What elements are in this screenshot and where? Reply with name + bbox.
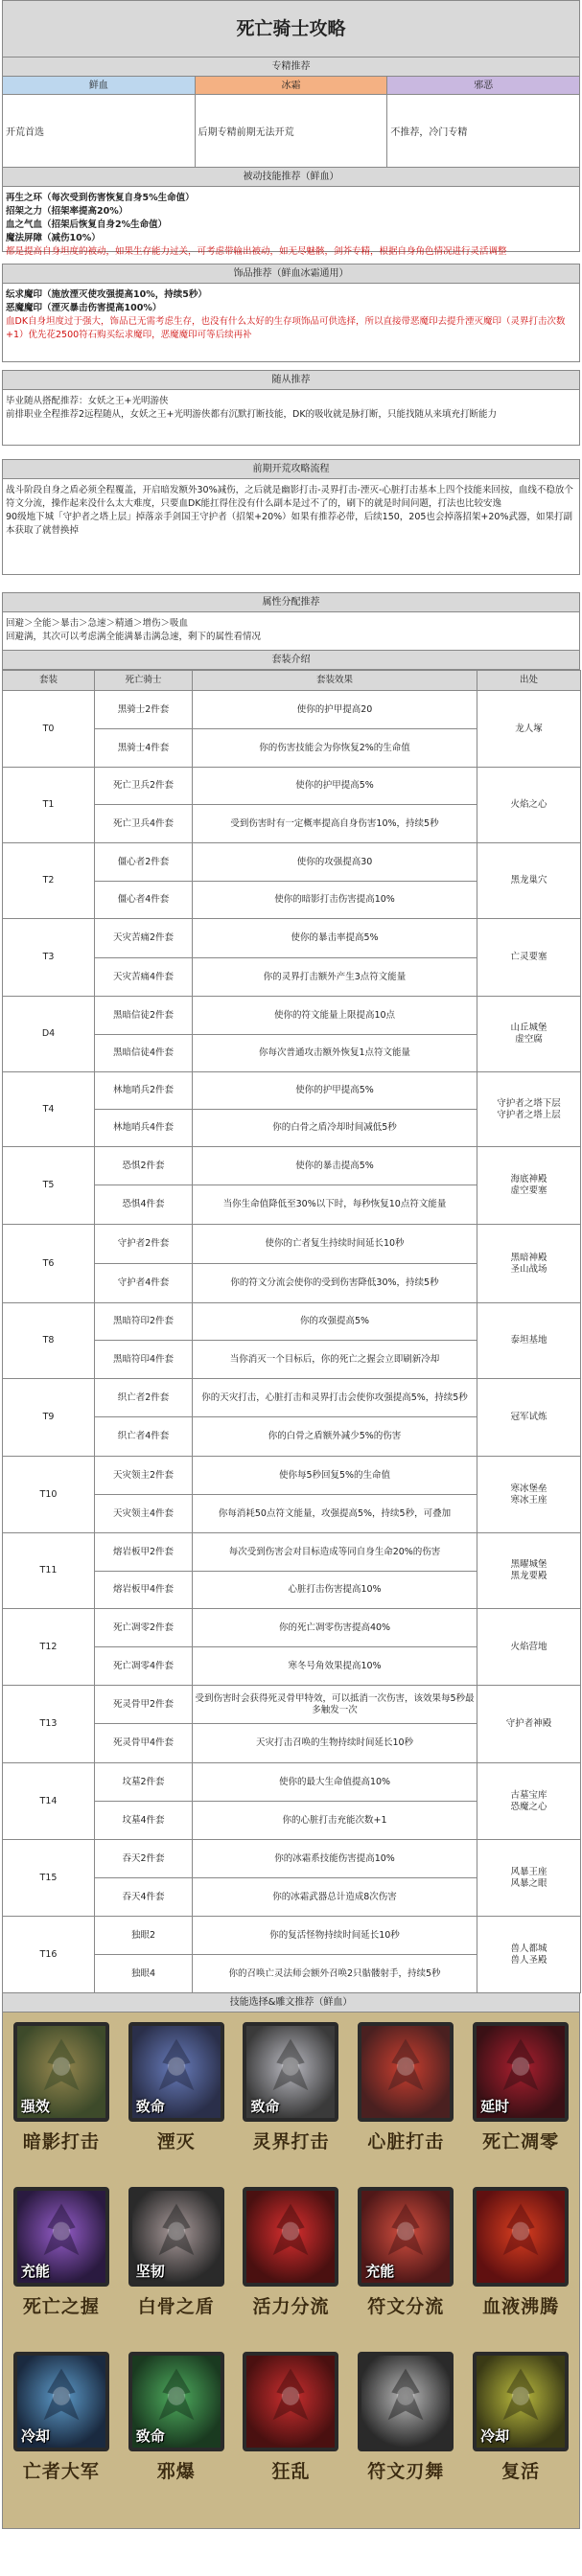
skill-glyph-badge: 冷却 (20, 2427, 50, 2445)
skill-glyph-badge: 充能 (365, 2263, 395, 2280)
passive-line: 招架之力（招架率提高20%） (6, 206, 128, 217)
set-piece-name: 僵心者4件套 (95, 882, 193, 919)
skill-item[interactable] (466, 2018, 575, 2183)
set-piece-name: 黑骑士4件套 (95, 729, 193, 768)
set-effect: 使你的暴击率提高5% (193, 919, 477, 958)
set-effect: 使你的暗影打击伤害提高10% (193, 882, 477, 919)
set-effect: 使你的护甲提高5% (193, 768, 477, 805)
set-piece-name: 林地哨兵2件套 (95, 1072, 193, 1110)
passive-section-heading: 被动技能推荐（鲜血） (2, 168, 580, 187)
skill-glyph-badge: 强效 (20, 2098, 50, 2115)
set-piece-name: 僵心者2件套 (95, 843, 193, 882)
skill-icon[interactable] (473, 2352, 569, 2451)
set-piece-name: 天灾领主2件套 (95, 1457, 193, 1495)
table-row (3, 997, 581, 1035)
set-piece-name: 恐惧2件套 (95, 1147, 193, 1185)
sets-table (2, 670, 581, 1993)
set-piece-name: 黑暗符印4件套 (95, 1341, 193, 1379)
set-tier: T4 (3, 1072, 95, 1147)
set-tier: T12 (3, 1609, 95, 1686)
skill-icon[interactable] (13, 2187, 109, 2287)
set-piece-name: 独眼4 (95, 1955, 193, 1993)
spec-section-heading: 专精推荐 (2, 58, 580, 77)
set-piece-name: 独眼2 (95, 1917, 193, 1955)
set-piece-name: 天灾苦痛2件套 (95, 919, 193, 958)
skill-glyph-badge: 延时 (480, 2098, 510, 2115)
set-piece-name: 黑骑士2件套 (95, 691, 193, 729)
set-tier: T1 (3, 768, 95, 843)
set-source: 山丘城堡 虚空腐 (477, 997, 581, 1072)
passive-section-body (2, 187, 580, 257)
pet-section-body (2, 390, 580, 446)
table-row (3, 843, 581, 882)
set-source: 泰坦基地 (477, 1303, 581, 1379)
skill-name: 血液沸腾 (482, 2296, 560, 2317)
set-effect: 心脏打击伤害提高10% (193, 1572, 477, 1609)
set-tier: T2 (3, 843, 95, 919)
set-piece-name: 熔岩板甲4件套 (95, 1572, 193, 1609)
skill-name: 复活 (501, 2461, 541, 2482)
set-effect: 你的召唤亡灵法师会额外召唤2只骷髅射手，持续5秒 (193, 1955, 477, 1993)
spec-desc-row (2, 95, 580, 168)
set-piece-name: 恐惧4件套 (95, 1185, 193, 1225)
attr-section-heading: 属性分配推荐 (2, 592, 580, 612)
table-row (3, 1763, 581, 1802)
set-source: 守护者神殿 (477, 1686, 581, 1763)
rune-note: 血DK自身坦度过于强大，饰品已无需考虑生存，也没有什么太好的生存项饰品可供选择，所以直接带恶魔印去提升湮灭魔印（灵界打击次数+1）优先花2500符石购买纭求魔印，恶魔魔印可等后续再补 (6, 316, 566, 340)
table-row (3, 1840, 581, 1878)
set-source: 寒冰堡垒 寒冰王座 (477, 1457, 581, 1533)
set-source: 守护者之塔下层 守护者之塔上层 (477, 1072, 581, 1147)
skill-icon[interactable] (128, 2352, 224, 2451)
set-piece-name: 死亡凋零4件套 (95, 1647, 193, 1686)
skill-item[interactable] (7, 2348, 116, 2513)
skill-icon[interactable] (473, 2022, 569, 2122)
set-piece-name: 织亡者2件套 (95, 1379, 193, 1417)
rune-line: 纭求魔印（施放湮灭使攻强提高10%，持续5秒） (6, 289, 207, 300)
set-effect: 使你的亡者复生持续时间延长10秒 (193, 1225, 477, 1264)
set-effect: 你的心脏打击充能次数+1 (193, 1802, 477, 1840)
skill-name: 白骨之盾 (137, 2296, 215, 2317)
table-row (3, 1225, 581, 1264)
skill-icon[interactable] (13, 2022, 109, 2122)
skill-icon[interactable] (243, 2187, 338, 2287)
set-tier: T3 (3, 919, 95, 997)
set-source: 兽人都城 兽人圣殿 (477, 1917, 581, 1993)
table-row (3, 768, 581, 805)
skill-item[interactable] (466, 2183, 575, 2348)
set-piece-name: 坟墓2件套 (95, 1763, 193, 1802)
set-piece-name: 织亡者4件套 (95, 1417, 193, 1457)
set-effect: 你的冰霜武器总计造成8次伤害 (193, 1878, 477, 1917)
skill-item[interactable] (7, 2018, 116, 2183)
set-tier: T10 (3, 1457, 95, 1533)
skill-glyph-badge: 致命 (250, 2098, 280, 2115)
set-piece-name: 坟墓4件套 (95, 1802, 193, 1840)
table-row (3, 1609, 581, 1647)
skill-name: 死亡凋零 (482, 2131, 560, 2152)
passive-line: 再生之环（每次受到伤害恢复自身5%生命值） (6, 193, 195, 203)
set-effect: 使你的最大生命值提高10% (193, 1763, 477, 1802)
pet-section-heading: 随从推荐 (2, 370, 580, 390)
guide-page (2, 0, 580, 2529)
spec-frost-header: 冰霜 (196, 77, 388, 95)
skill-icon[interactable] (128, 2187, 224, 2287)
set-piece-name: 吞天4件套 (95, 1878, 193, 1917)
skill-item[interactable] (237, 2348, 346, 2513)
table-row (3, 1533, 581, 1572)
set-piece-name: 林地哨兵4件套 (95, 1110, 193, 1147)
skill-name: 暗影打击 (22, 2131, 100, 2152)
col-header-class: 死亡骑士 (95, 671, 193, 691)
set-effect: 当你生命值降低至30%以下时，每秒恢复10点符文能量 (193, 1185, 477, 1225)
set-tier: T13 (3, 1686, 95, 1763)
set-effect: 天灾打击召唤的生物持续时间延长10秒 (193, 1724, 477, 1763)
set-effect: 你每消耗50点符文能量，攻强提高5%，持续5秒，可叠加 (193, 1495, 477, 1533)
skill-glyph-badge: 致命 (135, 2427, 165, 2445)
set-piece-name: 守护者4件套 (95, 1264, 193, 1303)
set-piece-name: 死亡凋零2件套 (95, 1609, 193, 1647)
skill-glyph-badge: 坚韧 (135, 2263, 165, 2280)
skill-name: 湮灭 (156, 2131, 196, 2152)
set-effect: 受到伤害时有一定概率提高自身伤害10%，持续5秒 (193, 805, 477, 843)
skill-name: 符文分流 (367, 2296, 445, 2317)
table-row (3, 1072, 581, 1110)
skill-icon[interactable] (243, 2022, 338, 2122)
set-source: 冠军试炼 (477, 1379, 581, 1457)
set-piece-name: 黑暗信徒2件套 (95, 997, 193, 1035)
set-effect: 你的伤害技能会为你恢复2%的生命值 (193, 729, 477, 768)
rune-line: 恶魔魔印（湮灭暴击伤害提高100%） (6, 303, 162, 313)
set-tier: T0 (3, 691, 95, 768)
skill-item[interactable] (7, 2183, 116, 2348)
rune-section-heading: 饰品推荐（鲜血冰霜通用） (2, 264, 580, 284)
set-piece-name: 天灾苦痛4件套 (95, 958, 193, 997)
skill-icon[interactable] (473, 2187, 569, 2287)
set-effect: 使你的护甲提高20 (193, 691, 477, 729)
skill-item[interactable] (351, 2183, 460, 2348)
skill-item[interactable] (122, 2018, 231, 2183)
skill-glyph-badge: 充能 (20, 2263, 50, 2280)
set-effect: 你的复活怪物持续时间延长10秒 (193, 1917, 477, 1955)
set-piece-name: 黑暗信徒4件套 (95, 1035, 193, 1072)
set-tier: D4 (3, 997, 95, 1072)
set-tier: T8 (3, 1303, 95, 1379)
spec-unholy-header: 邪恶 (387, 77, 580, 95)
skill-glyph-badge: 致命 (135, 2098, 165, 2115)
set-effect: 使你每5秒回复5%的生命值 (193, 1457, 477, 1495)
set-effect: 受到伤害时会获得死灵骨甲特效，可以抵消一次伤害，该效果每5秒最多触发一次 (193, 1686, 477, 1724)
table-row (3, 919, 581, 958)
flow-line: 90级地下城「守护者之塔上层」掉落亲手剑国王守护者（招架+20%）如果有推荐必带，后续150，205也会掉落招架+20%武器，如果打副本获取了就替换掉 (6, 512, 573, 536)
rune-section-body (2, 284, 580, 362)
table-row (3, 691, 581, 729)
table-row (3, 1379, 581, 1417)
set-piece-name: 死亡卫兵2件套 (95, 768, 193, 805)
passive-line: 血之气血（招架后恢复自身2%生命值） (6, 219, 168, 230)
skill-item[interactable] (122, 2348, 231, 2513)
spec-blood-header: 鲜血 (3, 77, 196, 95)
skill-name: 死亡之握 (22, 2296, 100, 2317)
attr-section-body (2, 612, 580, 651)
page-title: 死亡骑士攻略 (2, 0, 580, 58)
set-effect: 使你的符文能量上限提高10点 (193, 997, 477, 1035)
set-effect: 当你消灭一个目标后，你的死亡之握会立即刷新冷却 (193, 1341, 477, 1379)
set-effect: 你的灵界打击额外产生3点符文能量 (193, 958, 477, 997)
skill-item[interactable] (351, 2018, 460, 2183)
set-source: 火焰营地 (477, 1609, 581, 1686)
set-source: 亡灵要塞 (477, 919, 581, 997)
set-effect: 你的天灾打击，心脏打击和灵界打击会使你攻强提高5%，持续5秒 (193, 1379, 477, 1417)
skill-icon[interactable] (13, 2352, 109, 2451)
set-piece-name: 死亡卫兵4件套 (95, 805, 193, 843)
set-source: 火焰之心 (477, 768, 581, 843)
set-source: 海底神殿 虚空要塞 (477, 1147, 581, 1225)
set-piece-name: 黑暗符印2件套 (95, 1303, 193, 1341)
skill-icon[interactable] (358, 2022, 454, 2122)
table-row (3, 1303, 581, 1341)
set-piece-name: 死灵骨甲2件套 (95, 1686, 193, 1724)
passive-note: 都是提高自身坦度的被动，如果生存能力过关，可考虑带输出被动，如无尽魅骸，剑芥专精，根据自身角色情况进行灵活调整 (6, 246, 507, 257)
pet-line: 前排职业全程推荐2远程随从，女妖之王+光明游侠都有沉默打断技能，DK的吸收就是脉打断，只能找随从来填充打断能力 (6, 409, 498, 420)
spec-blood-desc: 开荒首选 (3, 95, 196, 168)
set-effect: 你的攻强提高5% (193, 1303, 477, 1341)
flow-section-body (2, 479, 580, 575)
set-effect: 你的符文分流会使你的受到伤害降低30%，持续5秒 (193, 1264, 477, 1303)
table-row (3, 1147, 581, 1185)
set-effect: 使你的暴击提高5% (193, 1147, 477, 1185)
set-piece-name: 熔岩板甲2件套 (95, 1533, 193, 1572)
set-tier: T15 (3, 1840, 95, 1917)
set-effect: 寒冬号角效果提高10% (193, 1647, 477, 1686)
set-piece-name: 死灵骨甲4件套 (95, 1724, 193, 1763)
set-effect: 每次受到伤害会对目标造成等同自身生命20%的伤害 (193, 1533, 477, 1572)
set-piece-name: 守护者2件套 (95, 1225, 193, 1264)
set-effect: 你的白骨之盾冷却时间减低5秒 (193, 1110, 477, 1147)
skill-glyph-badge: 冷却 (480, 2427, 510, 2445)
set-source: 风暴王座 风暴之眼 (477, 1840, 581, 1917)
skill-name: 心脏打击 (367, 2131, 445, 2152)
skill-name: 亡者大军 (22, 2461, 100, 2482)
set-source: 龙人塚 (477, 691, 581, 768)
flow-line: 战斗阶段自身之盾必须全程覆盖，开启暗发额外30%减伤，之后就是幽影打击-灵界打击-湮灭-心脏打击基本上四个技能来回按，血线不稳放个符文分流，操作起来没什么太大难度，只要血DK能扛得住没有什么副本是过不了的，刷下的就是时间问题，打法也比较安逸 (6, 485, 573, 509)
skill-icon[interactable] (243, 2352, 338, 2451)
spec-frost-desc: 后期专精前期无法开荒 (196, 95, 388, 168)
skill-item[interactable] (237, 2183, 346, 2348)
set-tier: T5 (3, 1147, 95, 1225)
skill-item[interactable] (466, 2348, 575, 2513)
sets-table-header (3, 671, 581, 691)
skill-name: 活力分流 (252, 2296, 330, 2317)
set-effect: 你的冰霜系技能伤害提高10% (193, 1840, 477, 1878)
set-tier: T9 (3, 1379, 95, 1457)
skill-name: 灵界打击 (252, 2131, 330, 2152)
skill-icon[interactable] (358, 2187, 454, 2287)
table-row (3, 1686, 581, 1724)
pet-line: 毕业随从搭配推荐：女妖之王+光明游侠 (6, 396, 169, 406)
col-header-source: 出处 (477, 671, 581, 691)
set-tier: T6 (3, 1225, 95, 1303)
set-tier: T14 (3, 1763, 95, 1840)
flow-section-heading: 前期开荒攻略流程 (2, 459, 580, 479)
set-tier: T11 (3, 1533, 95, 1609)
set-effect: 你的白骨之盾额外减少5%的伤害 (193, 1417, 477, 1457)
skill-item[interactable] (237, 2018, 346, 2183)
skills-grid (2, 2012, 580, 2529)
set-source: 古墓宝库 恐魔之心 (477, 1763, 581, 1840)
skill-name: 邪爆 (156, 2461, 196, 2482)
set-tier: T16 (3, 1917, 95, 1993)
attr-line: 回避＞全能＞暴击＞急速＞精通＞增伤＞吸血 (6, 618, 189, 629)
spec-header-row (2, 77, 580, 95)
skill-name: 狂乱 (271, 2461, 311, 2482)
set-source: 黑暗神殿 圣山战场 (477, 1225, 581, 1303)
sets-section-heading: 套装介绍 (2, 651, 580, 670)
set-piece-name: 吞天2件套 (95, 1840, 193, 1878)
set-effect: 你的死亡凋零伤害提高40% (193, 1609, 477, 1647)
spec-unholy-desc: 不推荐，冷门专精 (387, 95, 580, 168)
set-effect: 使你的护甲提高5% (193, 1072, 477, 1110)
set-source: 黑龙巢穴 (477, 843, 581, 919)
set-effect: 你每次普通攻击额外恢复1点符文能量 (193, 1035, 477, 1072)
skills-section-heading: 技能选择&雕文推荐（鲜血） (2, 1993, 580, 2012)
set-piece-name: 天灾领主4件套 (95, 1495, 193, 1533)
passive-line: 魔法屏障（减伤10%） (6, 233, 101, 243)
table-row (3, 1917, 581, 1955)
skill-icon[interactable] (128, 2022, 224, 2122)
set-effect: 使你的攻强提高30 (193, 843, 477, 882)
skill-item[interactable] (122, 2183, 231, 2348)
col-header-set: 套装 (3, 671, 95, 691)
col-header-effect: 套装效果 (193, 671, 477, 691)
skill-name: 符文刃舞 (367, 2461, 445, 2482)
skill-icon[interactable] (358, 2352, 454, 2451)
set-source: 黑曜城堡 黑龙要殿 (477, 1533, 581, 1609)
skill-item[interactable] (351, 2348, 460, 2513)
attr-line: 回避满，其次可以考虑满全能满暴击满急速，剩下的属性看情况 (6, 632, 262, 642)
table-row (3, 1457, 581, 1495)
